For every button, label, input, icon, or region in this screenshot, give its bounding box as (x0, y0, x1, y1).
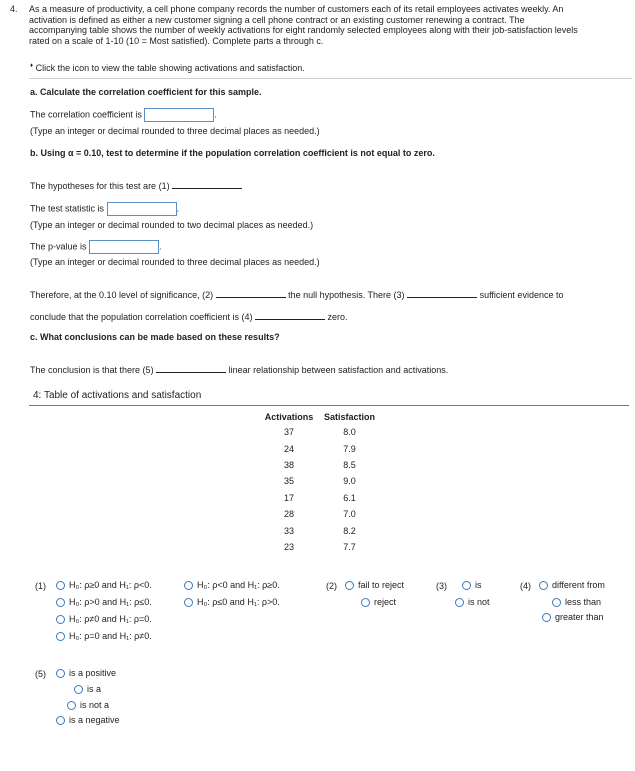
table-panel-title: 4: Table of activations and satisfaction (33, 390, 202, 401)
table-row (258, 506, 379, 522)
radio-button[interactable] (552, 598, 561, 607)
q4-option[interactable] (542, 612, 604, 622)
table-row (258, 440, 379, 456)
evidence-dropdown[interactable] (407, 289, 477, 298)
activations-cell: 35 (283, 476, 294, 487)
radio-button[interactable] (56, 632, 65, 641)
table-row (258, 424, 379, 440)
q4-option[interactable] (552, 597, 601, 607)
hypotheses-row (30, 180, 242, 191)
table-link[interactable] (30, 63, 305, 73)
intro-line: As a measure of productivity, a cell phone company records the number of customers each of its retail employees activates weekly. An (29, 4, 564, 14)
option-label: reject (374, 597, 397, 607)
q2-label: (2) (326, 581, 337, 591)
conclusion-text-1: The conclusion is that there (5) (30, 365, 154, 375)
option-label: H₀: ρ≤0 and H₁: ρ>0. (197, 597, 280, 607)
test-stat-row: The test statistic is . (30, 202, 179, 216)
radio-button[interactable] (542, 613, 551, 622)
satisfaction-cell: 9.0 (343, 476, 356, 487)
conclusion-row (30, 364, 448, 375)
correlation-label: The correlation coefficient is (30, 109, 142, 120)
data-table-wrap (258, 410, 379, 555)
part-b-heading: b. Using α = 0.10, test to determine if the population correlation coefficient is not equal to zero. (30, 148, 435, 158)
correlation-input[interactable] (144, 108, 214, 122)
option-label: H₀: ρ≥0 and H₁: ρ<0. (69, 580, 152, 590)
activations-cell: 33 (283, 525, 294, 536)
test-stat-input[interactable] (107, 202, 177, 216)
option-label: fail to reject (358, 580, 405, 590)
correlation-row: The correlation coefficient is . (30, 108, 217, 122)
q1-option[interactable] (184, 580, 280, 590)
conclusion-dropdown[interactable] (156, 364, 226, 373)
correlation-hint: (Type an integer or decimal rounded to three decimal places as needed.) (30, 126, 320, 136)
option-label: greater than (555, 612, 604, 622)
radio-button[interactable] (462, 581, 471, 590)
radio-button[interactable] (56, 581, 65, 590)
intro-line: activation is defined as either a new customer signing a cell phone contract or an existing customer renewing a contract. The (29, 14, 525, 25)
therefore-text-2: the null hypothesis. There (3) (288, 290, 405, 300)
hypotheses-label: The hypotheses for this test are (1) (30, 181, 170, 191)
q3-option[interactable] (462, 580, 482, 590)
q1-option[interactable] (184, 597, 280, 607)
satisfaction-cell: 7.9 (343, 443, 356, 454)
radio-button[interactable] (67, 701, 76, 710)
radio-button[interactable] (184, 581, 193, 590)
option-label: different from (552, 580, 605, 590)
hypotheses-dropdown[interactable] (172, 180, 242, 189)
pvalue-hint: (Type an integer or decimal rounded to three decimal places as needed.) (30, 257, 320, 267)
satisfaction-cell: 7.0 (343, 509, 356, 520)
q4-label: (4) (520, 581, 531, 591)
satisfaction-cell: 7.7 (343, 541, 356, 552)
table-row (258, 522, 379, 538)
divider (29, 78, 632, 79)
activations-cell: 37 (283, 427, 294, 438)
q2-option[interactable] (345, 580, 404, 590)
therefore-text-3: sufficient evidence to (479, 290, 564, 300)
q1-label: (1) (35, 581, 46, 591)
table-row (258, 490, 379, 506)
option-label: H₀: ρ<0 and H₁: ρ≥0. (197, 580, 280, 590)
intro-line: accompanying table shows the number of weekly activations for eight randomly selected employees along with their job-satisfaction levels (29, 25, 578, 35)
option-label: is a (87, 684, 102, 694)
pvalue-label: The p-value is (30, 241, 87, 252)
q4-option[interactable] (539, 580, 605, 590)
radio-button[interactable] (184, 598, 193, 607)
part-c-heading: c. What conclusions can be made based on these results? (30, 332, 280, 342)
q1-option[interactable] (56, 597, 152, 607)
column-header-activations: Activations (264, 412, 314, 422)
q5-option[interactable] (74, 684, 101, 694)
radio-button[interactable] (455, 598, 464, 607)
therefore-text-1: Therefore, at the 0.10 level of significance, (2) (30, 290, 214, 300)
satisfaction-cell: 8.0 (343, 427, 356, 438)
data-table (258, 410, 379, 555)
table-panel-divider (29, 405, 629, 406)
conclude-row (30, 311, 348, 322)
option-label: H₀: ρ=0 and H₁: ρ≠0. (69, 631, 152, 641)
table-icon[interactable]: ♦ (30, 63, 34, 69)
radio-button[interactable] (56, 716, 65, 725)
satisfaction-cell: 8.5 (343, 459, 356, 470)
pvalue-input[interactable] (89, 240, 159, 254)
conclusion-text-2: linear relationship between satisfaction and activations. (228, 365, 449, 375)
therefore-row (30, 289, 563, 300)
q3-label: (3) (436, 581, 447, 591)
radio-button[interactable] (56, 598, 65, 607)
decision-dropdown[interactable] (216, 289, 286, 298)
column-header-satisfaction: Satisfaction (324, 412, 376, 422)
activations-cell: 28 (283, 509, 294, 520)
table-row (258, 473, 379, 489)
q5-option[interactable] (67, 700, 109, 710)
option-label: is a positive (69, 668, 117, 678)
radio-button[interactable] (56, 615, 65, 624)
conclude-text-2: zero. (327, 312, 348, 322)
q3-option[interactable] (455, 597, 490, 607)
test-stat-label: The test statistic is (30, 203, 105, 214)
table-link-text[interactable]: Click the icon to view the table showing activations and satisfaction. (35, 63, 305, 73)
option-label: is (475, 580, 482, 590)
q1-option[interactable] (56, 580, 152, 590)
satisfaction-cell: 6.1 (343, 492, 356, 503)
option-label: less than (565, 597, 602, 607)
question-intro (29, 4, 578, 46)
radio-button[interactable] (345, 581, 354, 590)
q2-option[interactable] (361, 597, 396, 607)
option-label: H₀: ρ>0 and H₁: ρ≤0. (69, 597, 152, 607)
activations-cell: 17 (283, 492, 294, 503)
conclude-text-1: conclude that the population correlation coefficient is (4) (30, 312, 253, 322)
q5-option[interactable] (56, 668, 116, 678)
test-stat-hint: (Type an integer or decimal rounded to two decimal places as needed.) (30, 220, 314, 230)
q5-label: (5) (35, 669, 46, 679)
option-label: H₀: ρ≠0 and H₁: ρ=0. (69, 614, 152, 624)
radio-button[interactable] (539, 581, 548, 590)
activations-cell: 38 (283, 459, 294, 470)
radio-button[interactable] (74, 685, 83, 694)
option-label: is not a (80, 700, 110, 710)
activations-cell: 23 (283, 541, 294, 552)
option-label: is a negative (69, 715, 120, 725)
table-row (258, 539, 379, 555)
satisfaction-cell: 8.2 (343, 525, 356, 536)
table-body (258, 424, 379, 555)
option-label: is not (468, 597, 490, 607)
q1-option[interactable] (56, 614, 152, 624)
pvalue-row: The p-value is . (30, 240, 162, 254)
q5-option[interactable] (56, 715, 120, 725)
comparison-dropdown[interactable] (255, 311, 325, 320)
activations-cell: 24 (283, 443, 294, 454)
table-row (258, 457, 379, 473)
question-number: 4. (10, 4, 18, 14)
part-a-heading: a. Calculate the correlation coefficient for this sample. (30, 87, 262, 97)
intro-line: rated on a scale of 1-10 (10 = Most satisfied). Complete parts a through c. (29, 35, 324, 46)
radio-button[interactable] (56, 669, 65, 678)
q1-option[interactable] (56, 631, 152, 641)
radio-button[interactable] (361, 598, 370, 607)
